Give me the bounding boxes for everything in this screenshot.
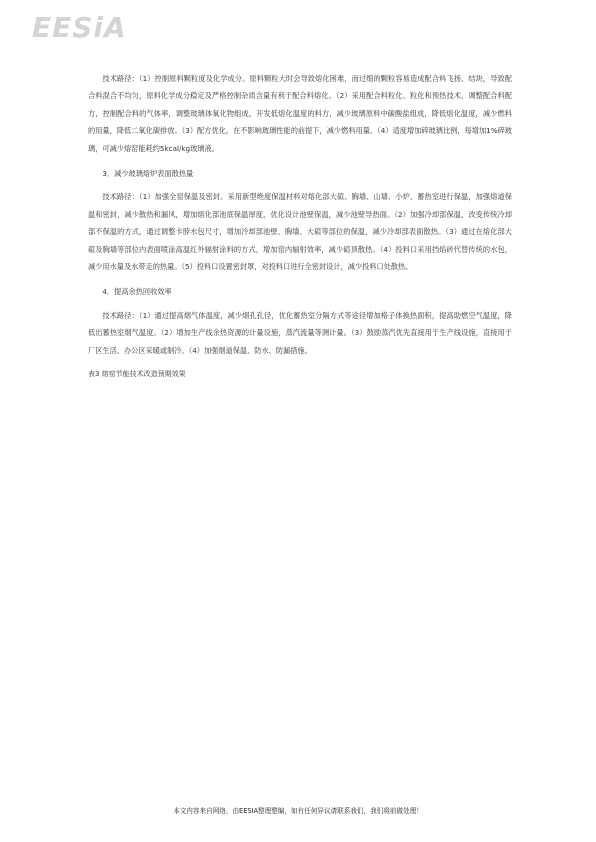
- paragraph-surface-heat: 技术路径：（1）加强全窑保温及密封。采用新型绝度保温材料对熔化部大碹、胸墙、山墙、小炉、蓄热室进行保温，加强熔道保温和密封，减少散热和漏风，增加熔化部池底保温厚度，优化设计池壁保温，减少池壁导热面。（2）加强冷却部保温，改变传统冷却部不保温的方式，通过调整卡脖水包尺寸，增加冷却部池壁、胸墙、大碹等部位的保温，减少冷却部表面散热。（3）通过在熔化部大碹及胸墙等部位内表面喷涂高温红外辐射涂料的方式，增加窑内辐射效率，减少碹顶散热。（4）投料口采用挡焰砖代替传统的水包，减少用水量及水带走的热量。（5）投料口设置密封罩，对投料口进行全密封设计，减少投料口处散热。: [88, 192, 512, 272]
- paragraph-heat-recovery: 技术路径：（1）通过提高烟气体温度，减少烟孔孔径，优化蓄热室分隔方式等途径增加格子体换热面积，提高助燃空气温度，降低出蓄热室烟气温度。（2）增加生产线余热资源的计量设施，蒸汽流量等测计量。（3）鼓励蒸汽优先直接用于生产线设施，直接用于厂区生活、办公区采暖或制冷。（4）加强烟道保温、防水、防漏措施。: [88, 310, 512, 355]
- table-caption: 表3 熔窑节能技术改造预期效果: [88, 370, 186, 379]
- footer-disclaimer: 本文内容来自网络，由EESIA整理整编，如有任何异议请联系我们，我们将前做处理！: [173, 807, 423, 815]
- document-body: [88, 70, 512, 381]
- section-heading-4: 4．提高余热回收效率: [102, 287, 172, 297]
- eesia-logo: EESiA: [32, 11, 127, 44]
- section-heading-3: 3．减少玻璃熔炉表面散热量: [102, 169, 194, 179]
- paragraph-raw-material: 技术路径：（1）控制原料颗粒度及化学成分。原料颗粒大时会导致熔化困难，而过细的颗粒容易造成配合料飞扬、结块，导致配合料混合不均匀，原料化学成分稳定及严格控制杂质含量有利于配合料熔化。（2）采用配合料粒化、粒化和预热技术，调整配合料配方，控制配合料的气体率，调整玻璃体氧化物组成，开发低熔化温度的料方，减少玻璃原料中碳酸盐组成，降低熔化温度，减少燃料的用量，降低二氧化碳排放。（3）配方优化，在不影响玻璃性能的前提下，减少燃料用量。（4）适度增加碎玻璃比例，每增加1%碎玻璃，可减少熔窑能耗约5kcal/kg玻璃液。: [88, 74, 512, 153]
